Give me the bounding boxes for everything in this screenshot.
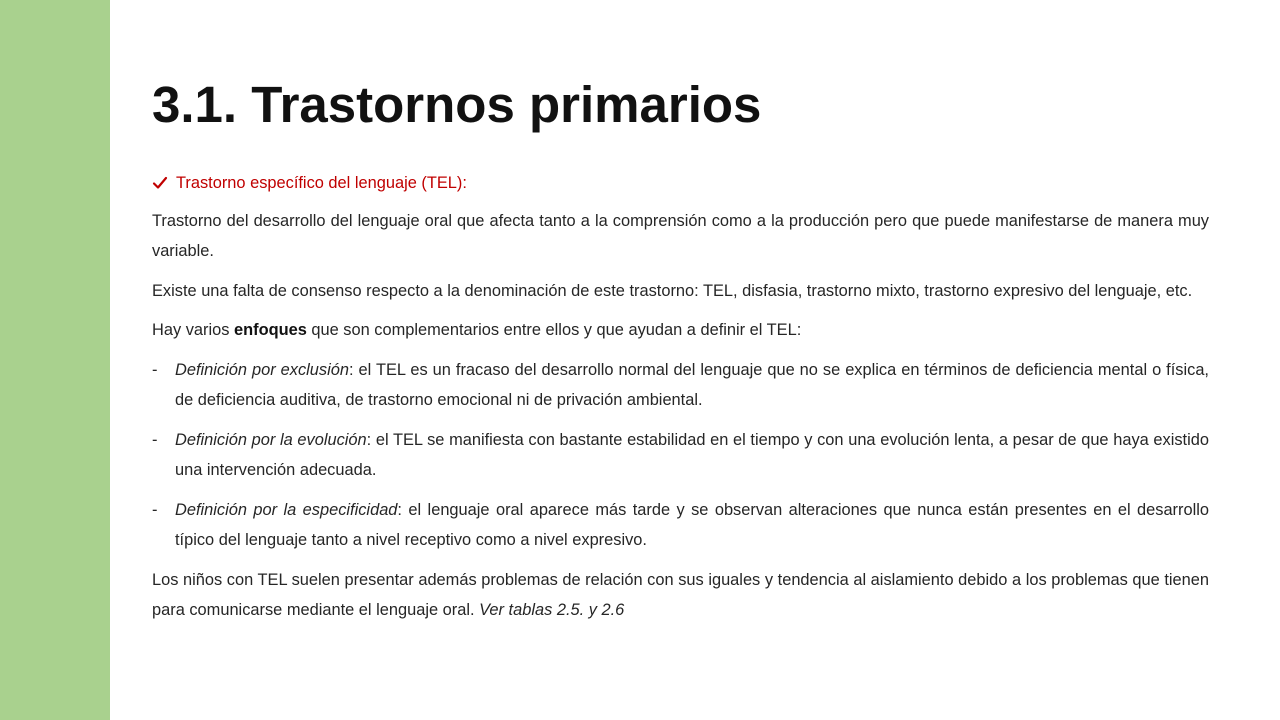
- paragraph-consensus: Existe una falta de consenso respecto a la denominación de este trastorno: TEL, disfasia, trastorno mixto, trastorno expresivo del lenguaje, etc.: [152, 281, 1193, 300]
- accent-sidebar: [0, 0, 110, 720]
- definition-item-exclusion: [152, 355, 1209, 416]
- slide-content: [152, 168, 1209, 635]
- closing-text: Los niños con TEL suelen presentar además problemas de relación con sus iguales y tendencia al aislamiento debido a los problemas que tienen para comunicarse mediante el lenguaje oral.: [152, 570, 1209, 619]
- paragraph-closing: [152, 565, 1209, 626]
- approaches-after: que son complementarios entre ellos y que ayudan a definir el TEL:: [306, 321, 802, 339]
- paragraph-approaches: [152, 315, 1209, 346]
- table-reference: Ver tablas 2.5. y 2.6: [479, 601, 625, 619]
- definition-term: Definición por exclusión: [175, 360, 349, 379]
- definition-term: Definición por la especificidad: [175, 500, 398, 519]
- paragraph-definition: Trastorno del desarrollo del lenguaje oral que afecta tanto a la comprensión como a la producción pero que puede manifestarse de manera muy variable.: [152, 211, 1209, 260]
- check-item-label: Trastorno específico del lenguaje (TEL):: [176, 174, 467, 192]
- definition-body: : el TEL es un fracaso del desarrollo normal del lenguaje que no se explica en términos de deficiencia mental o física, de deficiencia auditiva, de trastorno emocional ni de privación ambiental.: [175, 360, 1209, 409]
- checkmark-icon: [152, 175, 168, 191]
- definition-term: Definición por la evolución: [175, 430, 367, 449]
- approaches-bold: enfoques: [233, 321, 307, 339]
- definition-body: : el lenguaje oral aparece más tarde y se observan alteraciones que nunca están presentes en el desarrollo típico del lenguaje tanto a nivel receptivo como a nivel expresivo.: [175, 500, 1209, 549]
- approaches-before: Hay varios: [152, 321, 234, 339]
- definition-body: : el TEL se manifiesta con bastante estabilidad en el tiempo y con una evolución lenta, a pesar de que haya existido una intervención adecuada.: [175, 430, 1209, 479]
- definition-text: [175, 425, 1209, 486]
- list-dash: -: [152, 500, 158, 519]
- list-dash: -: [152, 430, 158, 449]
- definition-text: [175, 495, 1209, 556]
- definition-text: [175, 355, 1209, 416]
- definition-item-evolution: [152, 425, 1209, 486]
- list-dash: -: [152, 360, 158, 379]
- check-item: [152, 168, 1209, 199]
- slide-title: 3.1. Trastornos primarios: [152, 76, 762, 133]
- definition-item-specificity: [152, 495, 1209, 556]
